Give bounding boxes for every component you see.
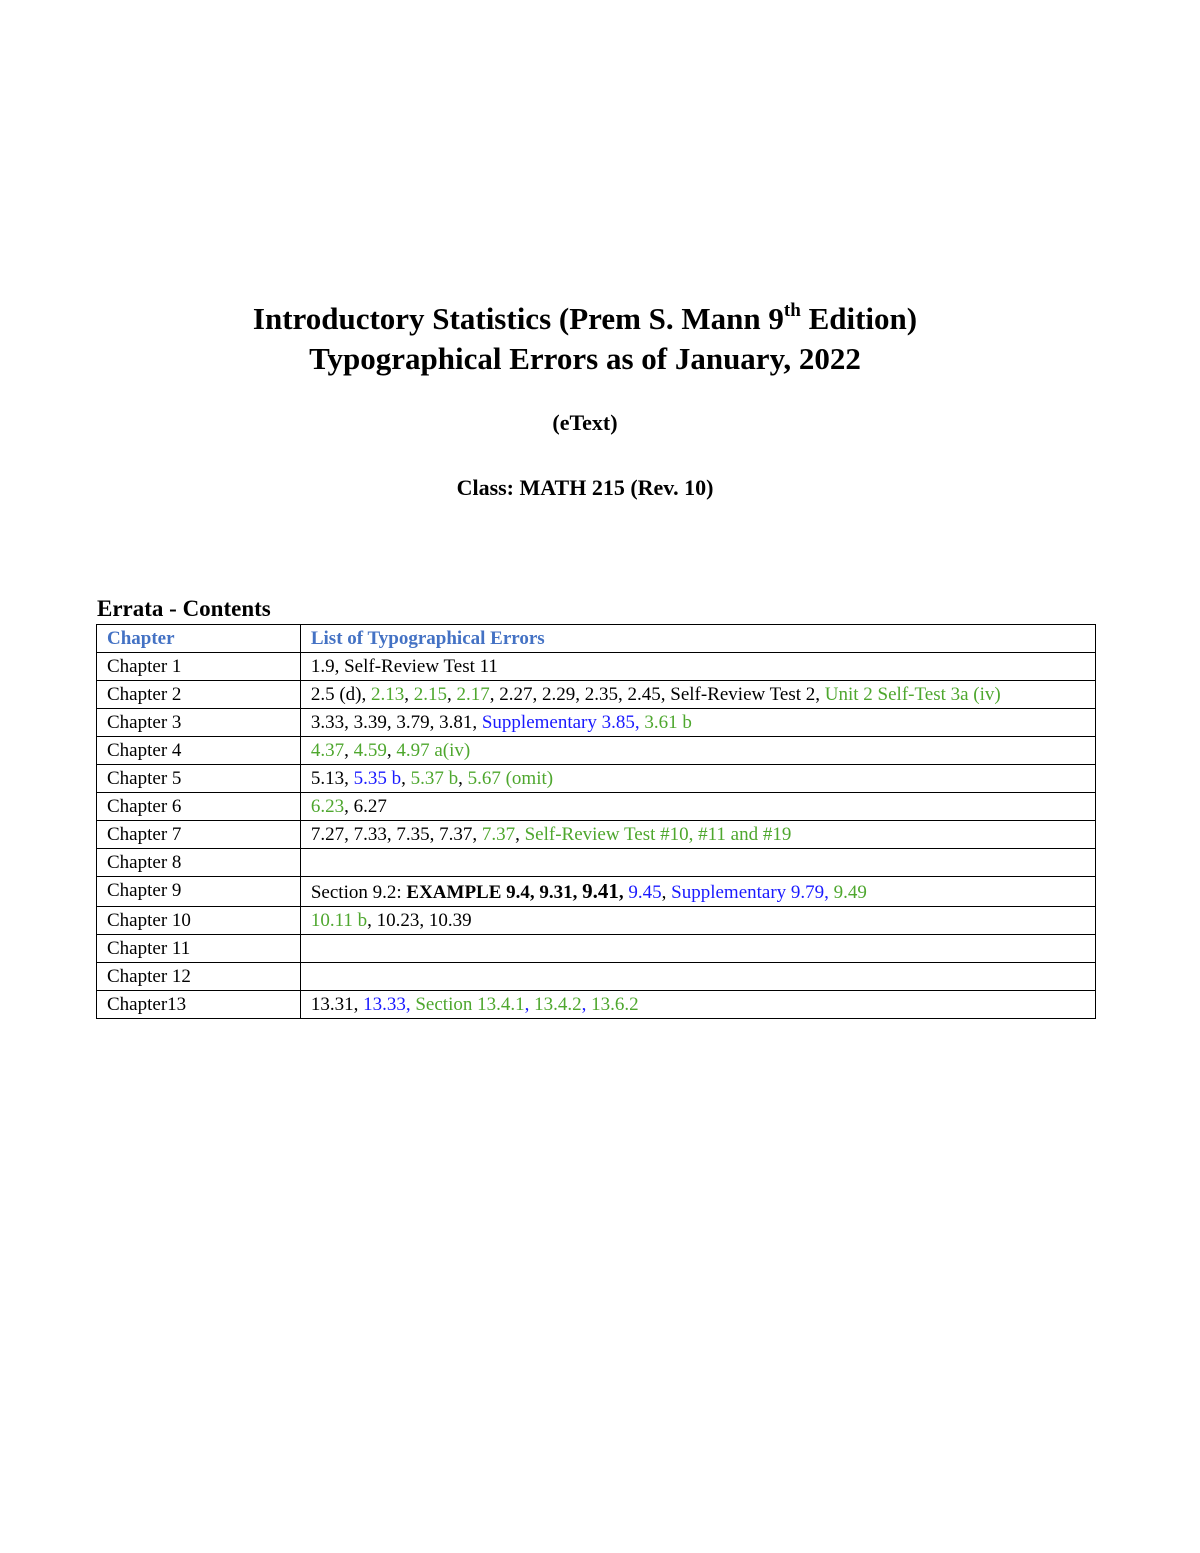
chapter-cell: Chapter 5 [97, 765, 301, 793]
error-reference: 10.11 b [310, 910, 368, 931]
error-reference: , [386, 740, 397, 761]
chapter-cell: Chapter 7 [97, 821, 301, 849]
errors-cell [300, 877, 1095, 907]
error-reference: 13.31, [310, 994, 364, 1015]
error-reference: 3.33, 3.39, 3.79, 3.81, [310, 712, 482, 733]
error-reference: 13.4.2 [534, 994, 582, 1015]
error-reference: 1.9, Self-Review Test 11 [310, 656, 498, 677]
chapter-cell: Chapter 6 [97, 793, 301, 821]
table-row [97, 991, 1096, 1019]
error-reference: 7.27, 7.33, 7.35, 7.37, [310, 824, 482, 845]
table-row [97, 907, 1096, 935]
error-reference: Supplementary 3.85, [481, 712, 645, 733]
title-superscript: th [783, 300, 801, 321]
error-reference: , [572, 882, 583, 903]
edition-format-label: (eText) [552, 410, 618, 435]
table-row [97, 709, 1096, 737]
error-reference: Unit 2 Self-Test 3a (iv) [824, 684, 1001, 705]
title-suffix: Edition) [800, 301, 918, 336]
error-reference: , [524, 994, 535, 1015]
error-reference: 9.41 [582, 879, 619, 903]
errata-heading: Errata - Contents [97, 596, 271, 621]
errors-cell [300, 737, 1095, 765]
error-reference: 2.15 [413, 684, 448, 705]
chapter-cell: Chapter 11 [97, 935, 301, 963]
errors-cell [300, 681, 1095, 709]
table-row [97, 821, 1096, 849]
errors-cell [300, 849, 1095, 877]
table-row [97, 877, 1096, 907]
table-row [97, 935, 1096, 963]
table-header-row [97, 625, 1096, 653]
error-reference: , [401, 768, 411, 789]
errors-cell [300, 821, 1095, 849]
column-header-chapter: Chapter [97, 625, 301, 653]
errors-cell [300, 653, 1095, 681]
error-reference: 9.31 [539, 882, 573, 903]
chapter-cell: Chapter 4 [97, 737, 301, 765]
error-reference: Section 9.2: [310, 882, 407, 903]
chapter-cell: Chapter 9 [97, 877, 301, 907]
chapter-cell: Chapter 3 [97, 709, 301, 737]
errors-cell [300, 963, 1095, 991]
table-row [97, 737, 1096, 765]
chapter-cell: Chapter13 [97, 991, 301, 1019]
errors-cell [300, 765, 1095, 793]
error-reference: , [581, 994, 592, 1015]
error-reference: 2.17 [456, 684, 490, 705]
error-reference: 4.97 a(iv) [396, 740, 471, 761]
errors-cell [300, 935, 1095, 963]
error-reference: , [458, 768, 468, 789]
document-title-line-1 [0, 299, 1170, 344]
error-reference: , [344, 740, 354, 761]
error-reference: , 2.27, 2.29, 2.35, 2.45, Self-Review Test 2, [489, 684, 825, 705]
errors-cell [300, 907, 1095, 935]
chapter-cell: Chapter 8 [97, 849, 301, 877]
chapter-cell: Chapter 10 [97, 907, 301, 935]
error-reference: EXAMPLE 9.4 [406, 882, 530, 903]
error-reference: , [404, 684, 414, 705]
error-reference: 5.67 (omit) [467, 768, 554, 789]
error-reference: 2.13 [371, 684, 405, 705]
error-reference: , [618, 882, 629, 903]
error-reference: , 10.23, 10.39 [367, 910, 472, 931]
error-reference: , 6.27 [344, 796, 387, 817]
title-prefix: Introductory Statistics (Prem S. Mann 9 [252, 301, 784, 336]
error-reference: 2.5 (d), [310, 684, 372, 705]
error-reference: Self-Review Test #10, #11 and #19 [524, 824, 792, 845]
error-reference: Section 13.4.1 [415, 994, 525, 1015]
error-reference: 5.37 b [410, 768, 459, 789]
class-label: Class: MATH 215 (Rev. 10) [456, 475, 714, 500]
error-reference: 4.59 [353, 740, 387, 761]
error-reference: , [447, 684, 457, 705]
error-reference: 3.61 b [644, 712, 692, 733]
error-reference: , [824, 882, 834, 903]
chapter-cell: Chapter 1 [97, 653, 301, 681]
column-header-errors: List of Typographical Errors [300, 625, 1095, 653]
error-reference: 9.45 [628, 882, 662, 903]
error-reference: 6.23 [310, 796, 345, 817]
error-reference: , [661, 882, 672, 903]
table-row [97, 653, 1096, 681]
errors-cell [300, 793, 1095, 821]
error-reference: , [529, 882, 540, 903]
error-reference: 5.13, [310, 768, 354, 789]
error-reference: 9.49 [833, 882, 867, 903]
error-reference: 4.37 [310, 740, 345, 761]
table-row [97, 963, 1096, 991]
error-reference: 13.33, [363, 994, 416, 1015]
chapter-cell: Chapter 12 [97, 963, 301, 991]
table-row [97, 681, 1096, 709]
errata-table [96, 624, 1096, 1019]
document-title-line-2: Typographical Errors as of January, 2022 [309, 341, 861, 376]
error-reference: 7.37 [481, 824, 516, 845]
errors-cell [300, 991, 1095, 1019]
table-row [97, 849, 1096, 877]
table-row [97, 765, 1096, 793]
error-reference: 5.35 b [353, 768, 402, 789]
error-reference: Supplementary 9.79 [671, 882, 825, 903]
errors-cell [300, 709, 1095, 737]
error-reference: , [515, 824, 525, 845]
table-row [97, 793, 1096, 821]
chapter-cell: Chapter 2 [97, 681, 301, 709]
error-reference: 13.6.2 [591, 994, 639, 1015]
